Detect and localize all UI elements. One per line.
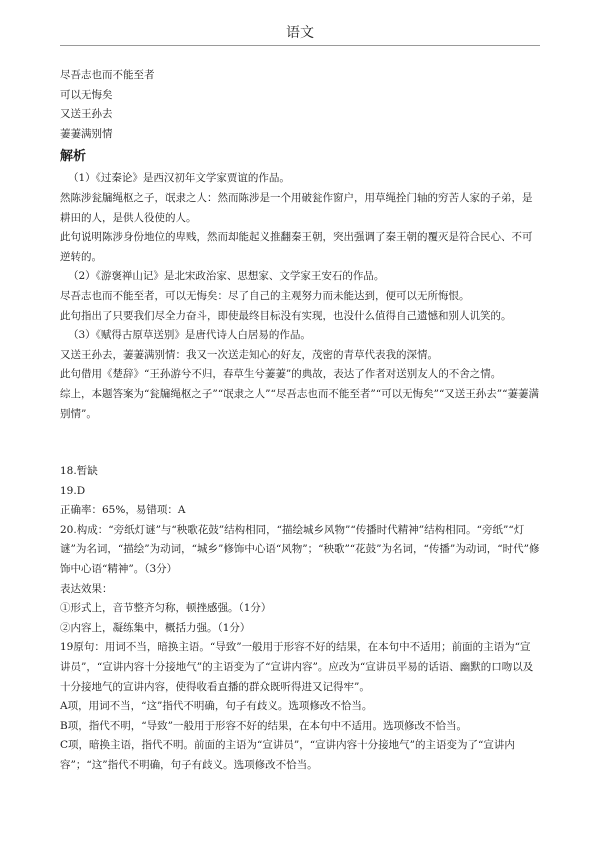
q19-original-text: 19原句：用词不当，暗换主语。“导致”一般用于形容不好的结果，在本句中不适用；前面的主语为“宣讲员”，“宣讲内容十分接地气”的主语变为了“宣讲内容”。应改为“宣讲员平易的话语、幽默的口吻以及十分接地气的宣讲内容，使得收看直播的群众既听得进又记得牢”。 xyxy=(60,641,534,693)
q20-text: 20.构成：“旁纸灯谜”与“秧歌花鼓”结构相同，“描绘城乡风物”“传播时代精神”结构相同。“旁纸”“灯谜”为名词，“描绘”为动词，“城乡”修饰中心语“风物”；“秧歌”“花鼓”为名词，“传播”为动词，“时代”修饰中心语“精神”。（3分） xyxy=(60,523,540,576)
analysis-part2-heading: （2）《游褒禅山记》是北宋政治家、思想家、文学家王安石的作品。 xyxy=(68,270,385,283)
analysis-part1-heading: （1）《过秦论》是西汉初年文学家贾谊的作品。 xyxy=(68,172,290,185)
q20-effect-2: ②内容上，凝练集中，概括力强。（1分） xyxy=(60,621,251,634)
q19-stats: 正确率：65%，易错项：A xyxy=(60,504,186,517)
q20-effect-1: ①形式上，音节整齐匀称，顿挫感强。（1分） xyxy=(60,602,272,615)
analysis-part3-heading: （3）《赋得古原草送别》是唐代诗人白居易的作品。 xyxy=(68,329,311,342)
analysis-part1-text1: 然陈涉瓮牖绳枢之子，氓隶之人：然而陈涉是一个用破瓮作窗户，用草绳拴门轴的穷苦人家的子弟，是耕田的人，是供人役使的人。 xyxy=(60,191,533,224)
q18-answer: 18.暂缺 xyxy=(60,465,98,478)
analysis-title: 解析 xyxy=(60,149,87,165)
analysis-part3-text1: 又送王孙去，萋萋满别情：我又一次送走知心的好友，茂密的青草代表我的深情。 xyxy=(60,348,438,361)
analysis-part2-text2: 此句指出了只要我们尽全力奋斗，即使最终目标没有实现，也没什么值得自己遗憾和别人讥笑的。 xyxy=(60,309,512,322)
q20-effect-label: 表达效果： xyxy=(60,582,113,595)
analysis-part2-text1: 尽吾志也而不能至者，可以无悔矣：尽了自己的主观努力而未能达到，便可以无所悔恨。 xyxy=(60,289,470,302)
q19-answer: 19.D xyxy=(60,484,86,497)
answer-line: 萋萋满别情 xyxy=(60,127,113,140)
q19-option-a: A项，用词不当，“这”指代不明确，句子有歧义。选项修改不恰当。 xyxy=(60,700,373,713)
answer-line: 尽吾志也而不能至者 xyxy=(60,69,155,81)
section-gap xyxy=(60,424,540,462)
q19-option-c: C项，暗换主语，指代不明。前面的主语为“宣讲员”，“宣讲内容十分接地气”的主语变为了“宣讲内容”；“这”指代不明确，句子有歧义。选项修改不恰当。 xyxy=(60,739,515,771)
page-header-title: 语文 xyxy=(286,25,314,41)
header-divider xyxy=(60,45,540,46)
answer-line: 可以无悔矣 xyxy=(60,88,113,101)
document-body xyxy=(60,66,540,776)
q19-option-b: B项，指代不明，“导致”一般用于形容不好的结果，在本句中不适用。选项修改不恰当。 xyxy=(60,719,467,732)
analysis-summary: 综上，本题答案为“瓮牖绳枢之子”“氓隶之人”“尽吾志也而不能至者”“可以无悔矣”“又送王孙去”“萋萋满别情”。 xyxy=(60,387,540,420)
analysis-part3-text2: 此句借用《楚辞》“王孙游兮不归，春草生兮萋萋”的典故，表达了作者对送别友人的不舍之情。 xyxy=(60,368,502,381)
answer-line: 又送王孙去 xyxy=(60,108,113,121)
analysis-part1-text2: 此句说明陈涉身份地位的卑贱，然而却能起义推翻秦王朝，突出强调了秦王朝的覆灭是符合民心、不可逆转的。 xyxy=(60,231,533,263)
